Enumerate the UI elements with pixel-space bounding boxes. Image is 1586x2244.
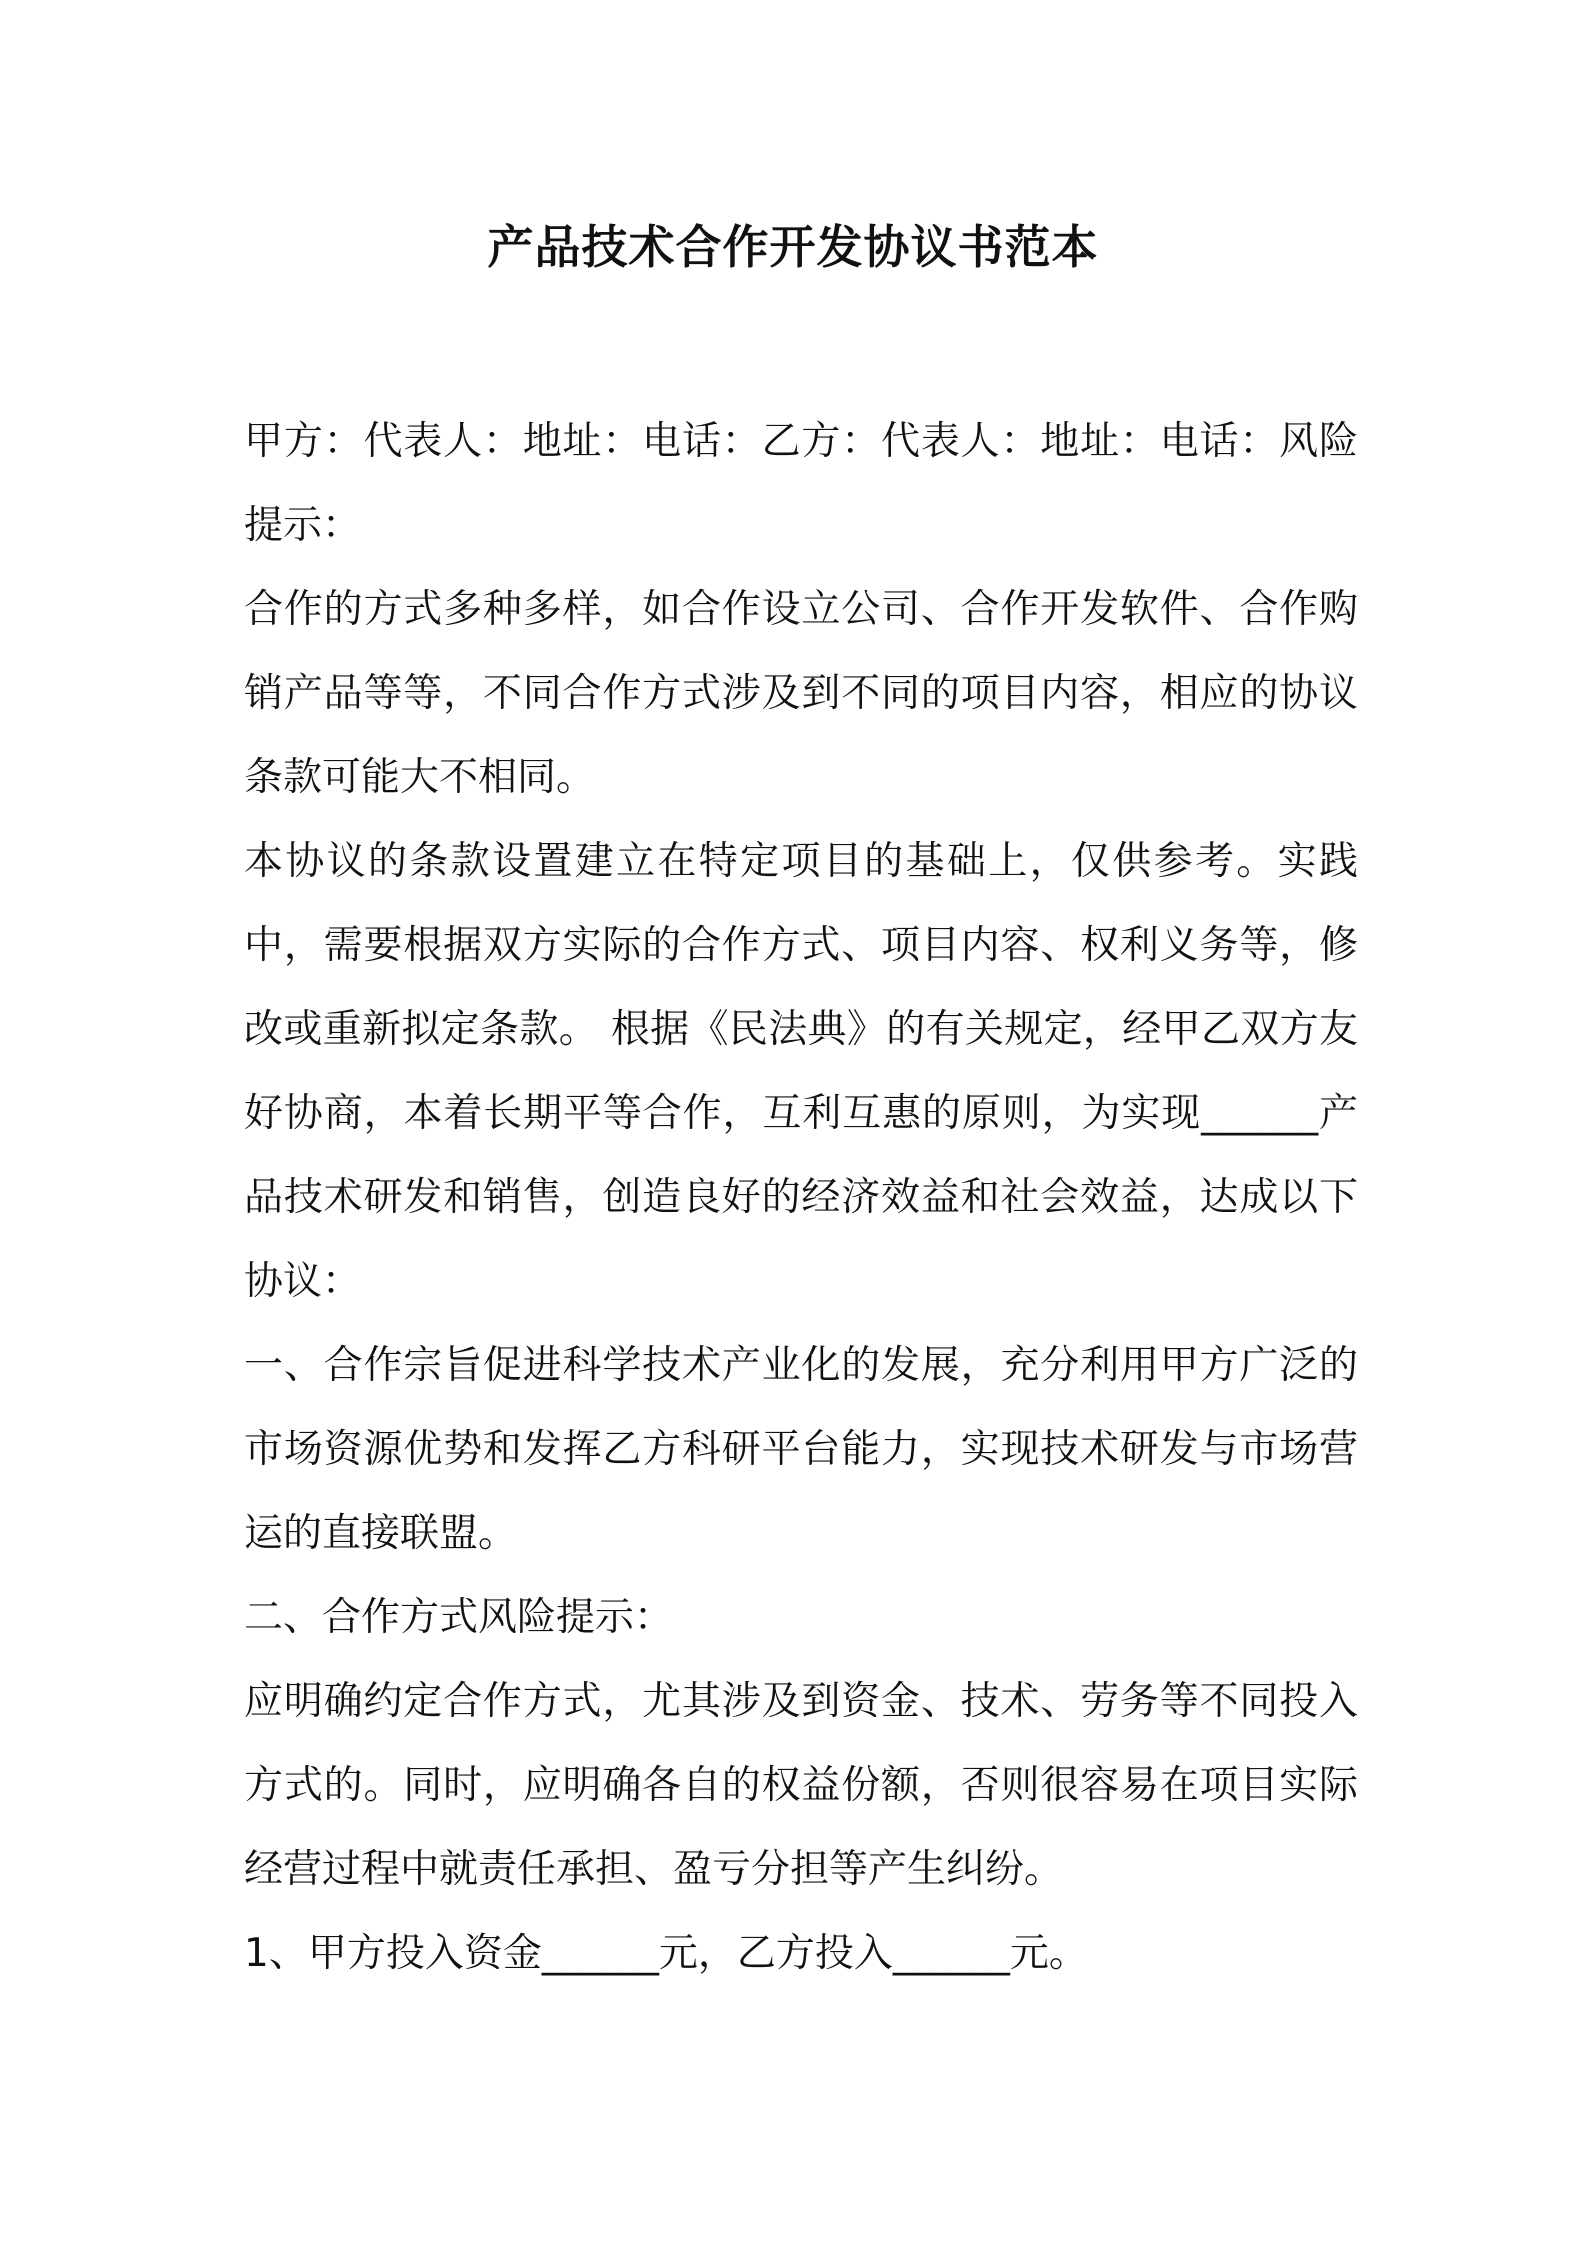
paragraph-cooperation-methods: 合作的方式多种多样，如合作设立公司、合作开发软件、合作购销产品等等，不同合作方式涉及到不同的项目内容，相应的协议条款可能大不相同。: [244, 587, 1358, 800]
paragraph-clause-one-investment: 1、甲方投入资金______元，乙方投入______元。: [244, 1931, 1088, 1976]
document-body: [244, 400, 1358, 1996]
paragraph-parties: 甲方：代表人：地址：电话：乙方：代表人：地址：电话：风险提示：: [244, 419, 1358, 548]
paragraph-basis-of-agreement: 本协议的条款设置建立在特定项目的基础上，仅供参考。实践中，需要根据双方实际的合作方式、项目内容、权利义务等，修改或重新拟定条款。 根据《民法典》的有关规定，经甲乙双方友好协商，本着长期平等合作，互利互惠的原则，为实现______产品技术研发和销售，创造良好的经济效益和社会效益，达成以下协议：: [244, 839, 1358, 1304]
document-title: 产品技术合作开发协议书范本: [487, 220, 1099, 274]
paragraph-section-two-heading: 二、合作方式风险提示：: [244, 1595, 674, 1640]
paragraph-section-one-purpose: 一、合作宗旨促进科学技术产业化的发展，充分利用甲方广泛的市场资源优势和发挥乙方科研平台能力，实现技术研发与市场营运的直接联盟。: [244, 1343, 1358, 1556]
paragraph-section-two-risk: 应明确约定合作方式，尤其涉及到资金、技术、劳务等不同投入方式的。同时，应明确各自的权益份额，否则很容易在项目实际经营过程中就责任承担、盈亏分担等产生纠纷。: [244, 1679, 1358, 1892]
